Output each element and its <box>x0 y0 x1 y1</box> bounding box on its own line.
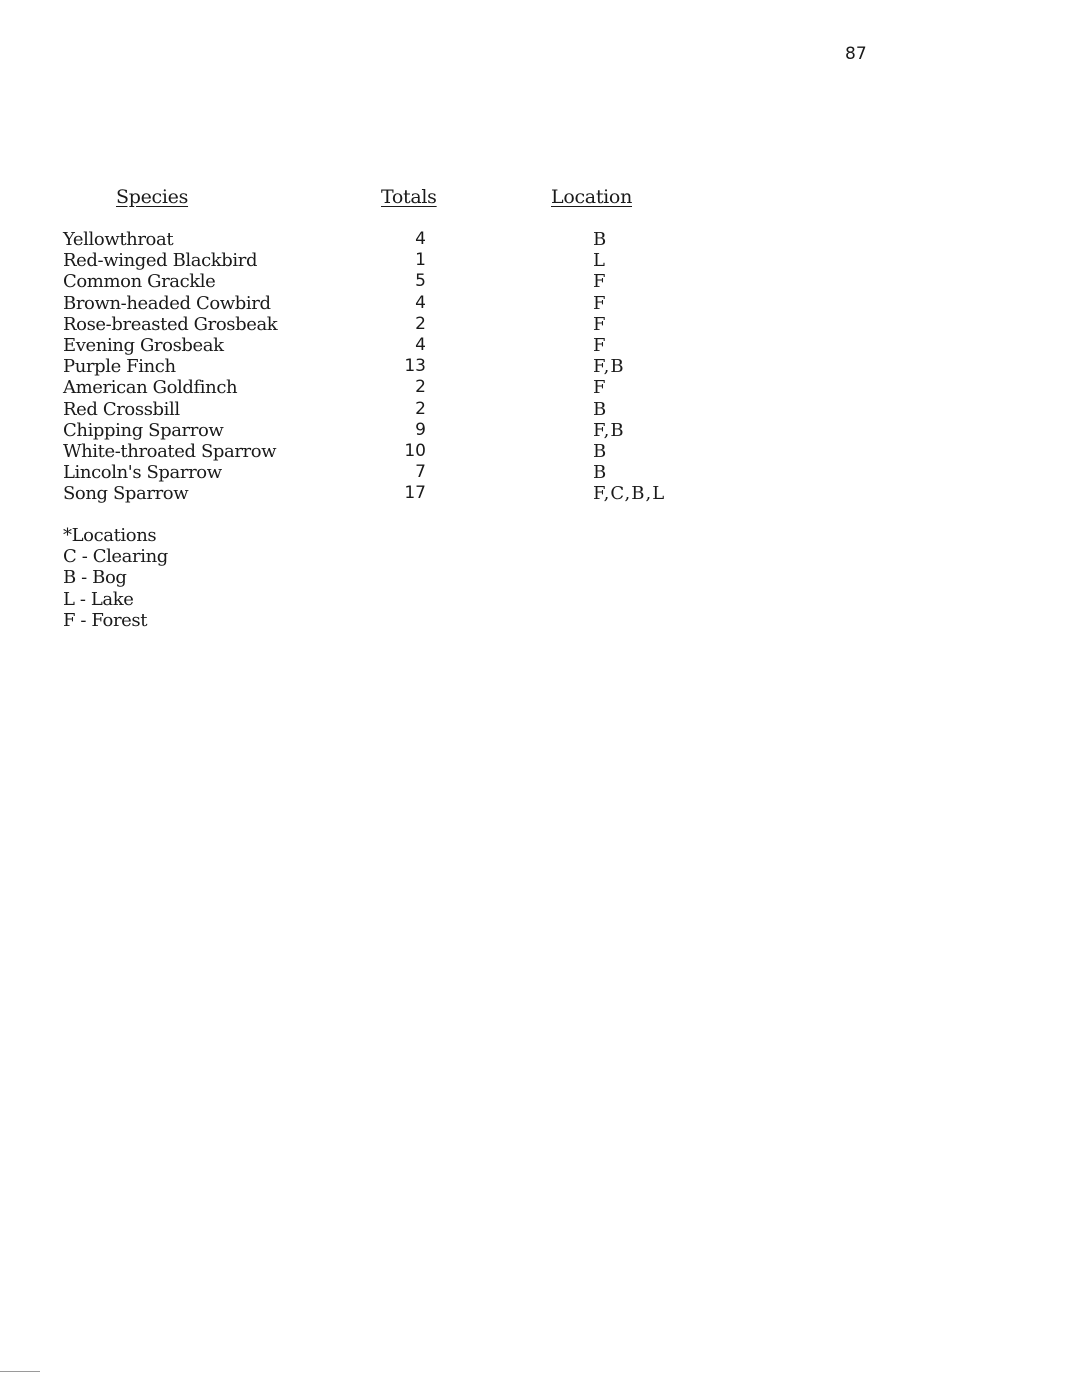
table-row <box>0 356 1066 377</box>
species-location: F <box>593 377 607 399</box>
species-name: Evening Grosbeak <box>63 334 224 356</box>
species-table <box>0 229 1066 504</box>
species-total: 4 <box>415 334 426 355</box>
species-total: 5 <box>415 271 426 292</box>
legend-title: *Locations <box>63 525 157 546</box>
species-location: B <box>593 229 608 250</box>
species-total: 2 <box>415 398 426 419</box>
totals-column-header: Totals <box>381 186 437 208</box>
species-name: Red-winged Blackbird <box>63 250 258 272</box>
table-row <box>0 399 1066 420</box>
table-row <box>0 420 1066 441</box>
species-total: 17 <box>404 483 426 504</box>
species-location: F <box>593 271 607 293</box>
table-row <box>0 335 1066 356</box>
species-location: F,B <box>593 419 625 441</box>
table-row <box>0 462 1066 483</box>
species-name: American Goldfinch <box>63 377 238 399</box>
species-location: B <box>593 398 608 420</box>
table-row <box>0 377 1066 398</box>
species-total: 2 <box>415 377 426 398</box>
locations-legend <box>63 525 168 631</box>
species-location: B <box>593 462 608 484</box>
species-name: White-throated Sparrow <box>63 440 277 462</box>
scan-edge-mark <box>0 1371 40 1372</box>
species-total: 4 <box>415 229 426 249</box>
table-row <box>0 229 1066 250</box>
species-name: Red Crossbill <box>63 398 180 420</box>
species-location: F <box>593 313 607 335</box>
table-row <box>0 483 1066 504</box>
species-total: 2 <box>415 313 426 334</box>
location-column-header: Location <box>551 186 633 208</box>
legend-item-forest: F - Forest <box>63 609 148 631</box>
table-row <box>0 314 1066 335</box>
species-total: 9 <box>415 419 426 440</box>
table-row <box>0 250 1066 271</box>
species-total: 13 <box>404 356 426 377</box>
species-location: L <box>593 250 606 272</box>
species-column-header: Species <box>116 186 189 208</box>
species-name: Purple Finch <box>63 356 176 378</box>
species-name: Yellowthroat <box>63 229 174 250</box>
species-location: F,B <box>593 356 625 378</box>
table-row <box>0 271 1066 292</box>
species-name: Brown-headed Cowbird <box>63 292 271 314</box>
species-name: Song Sparrow <box>63 483 189 505</box>
species-name: Lincoln's Sparrow <box>63 462 222 484</box>
legend-item-lake: L - Lake <box>63 588 134 610</box>
legend-item-bog: B - Bog <box>63 567 127 589</box>
table-row <box>0 293 1066 314</box>
species-location: B <box>593 440 608 462</box>
legend-item-clearing: C - Clearing <box>63 546 168 568</box>
species-name: Chipping Sparrow <box>63 419 224 441</box>
species-total: 7 <box>415 462 426 483</box>
species-total: 10 <box>404 440 426 461</box>
species-location: F <box>593 334 607 356</box>
species-name: Rose-breasted Grosbeak <box>63 313 278 335</box>
table-row <box>0 441 1066 462</box>
species-location: F <box>593 292 607 314</box>
species-location: F,C,B,L <box>593 483 666 505</box>
species-total: 1 <box>415 250 426 271</box>
page-number: 87 <box>845 44 867 64</box>
species-total: 4 <box>415 292 426 313</box>
species-name: Common Grackle <box>63 271 216 293</box>
